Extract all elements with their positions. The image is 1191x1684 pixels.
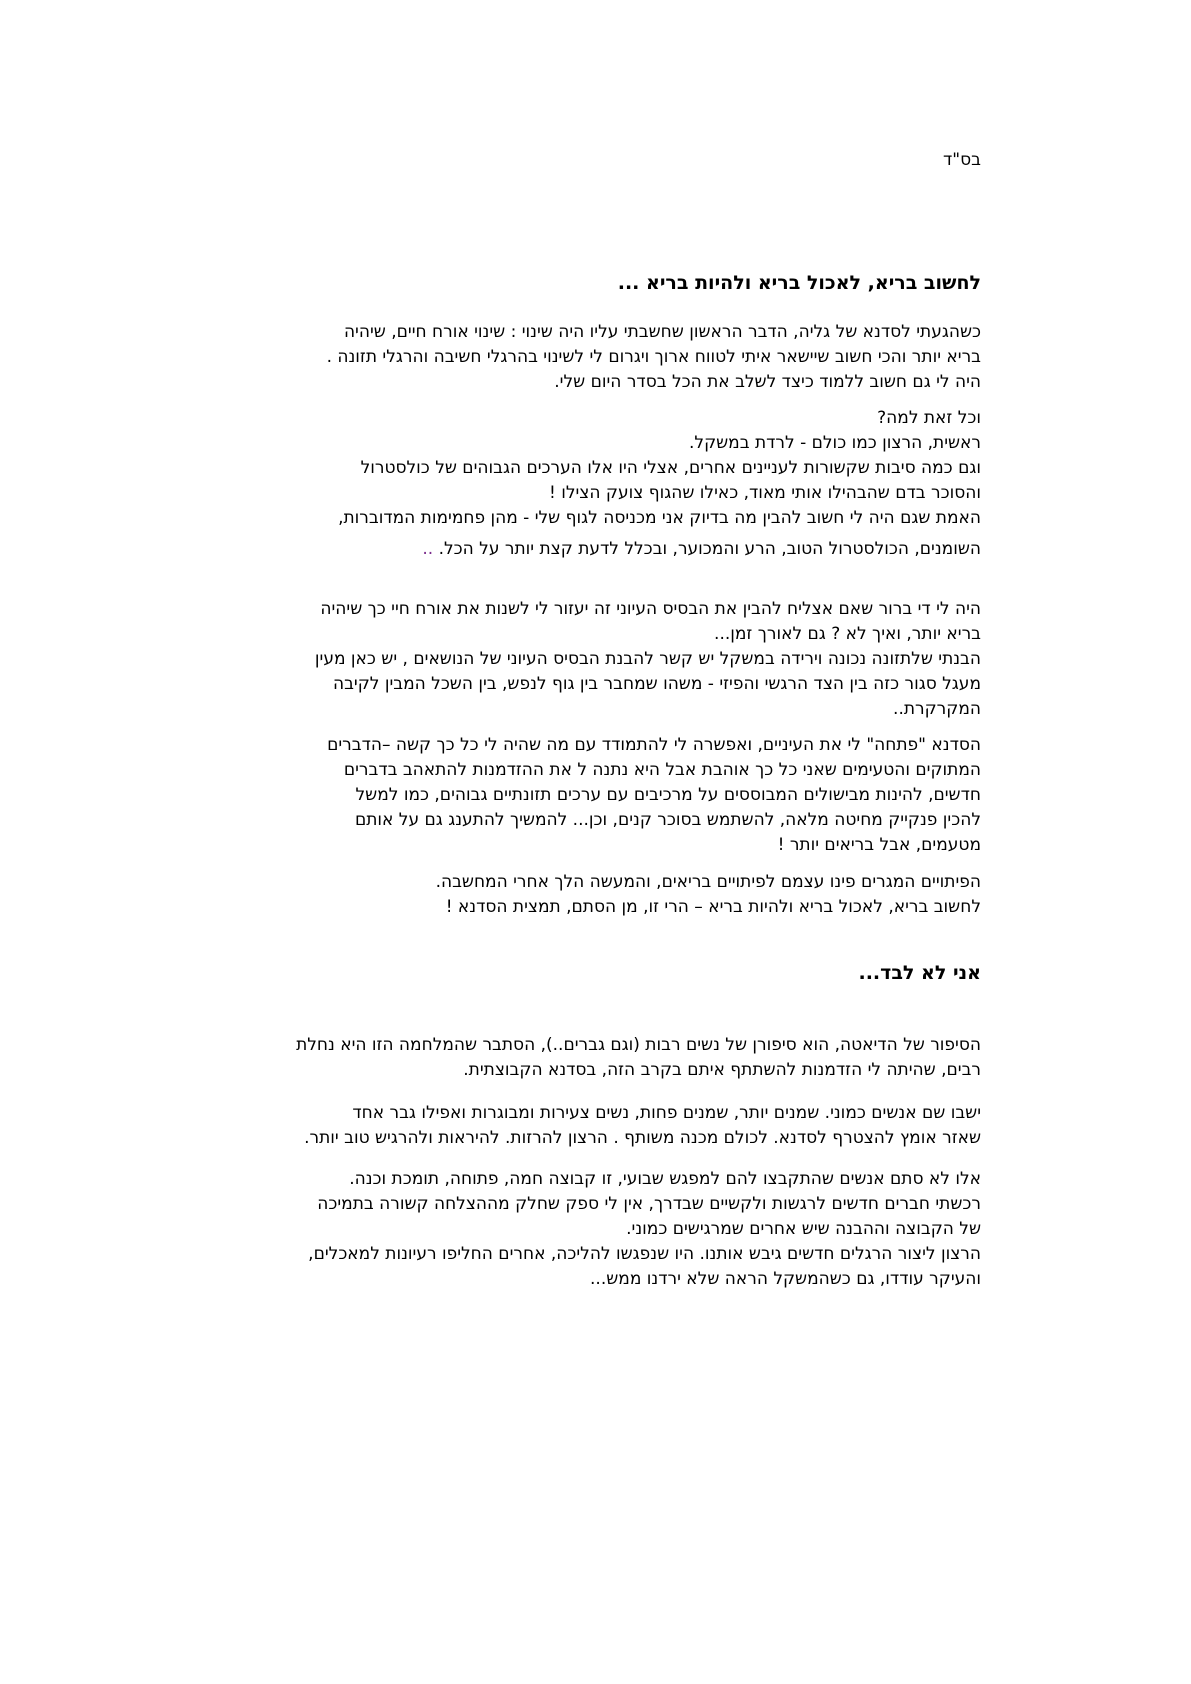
text-line: אלו לא סתם אנשים שהתקבצו להם למפגש שבועי, זו קבוצה חמה, פתוחה, תומכת וכנה.: [349, 1169, 981, 1189]
text-line: המתוקים והטעימים שאני כל כך אוהבת אבל היא נתנה ל את ההזדמנות להתאהב בדברים: [343, 760, 981, 780]
text-line: [201, 537, 981, 562]
text-line: רבים, שהיתה לי הזדמנות להשתתף איתם בקרב הזה, בסדנא הקבוצתית.: [463, 1060, 981, 1080]
text-line: האמת שגם היה לי חשוב להבין מה בדיוק אני מכניסה לגוף שלי - מהן פחמימות המדוברות,: [338, 508, 981, 528]
text-line: והעיקר עודדו, גם כשהמשקל הראה שלא ירדנו ממש...: [590, 1269, 981, 1289]
text-line: הרצון ליצור הרגלים חדשים גיבש אותנו. היו שנפגשו להליכה, אחרים החליפו רעיונות למאכלים,: [308, 1244, 981, 1264]
text-line: וגם כמה סיבות שקשורות לעניינים אחרים, אצלי היו אלו הערכים הגבוהים של כולסטרול: [360, 458, 981, 478]
text-line: היה לי די ברור שאם אצליח להבין את הבסיס העיוני זה יעזור לי לשנות את אורח חיי כך שיהיה: [320, 599, 981, 619]
text-line: הסדנא "פתחה" לי את העיניים, ואפשרה לי להתמודד עם מה שהיה לי כל כך קשה –הדברים: [327, 735, 981, 755]
text-line: מעגל סגור כזה בין הצד הרגשי והפיזי - משהו שמחבר בין גוף לנפש, בין השכל המבין לקיבה: [332, 674, 981, 694]
section1-paragraph-2: [201, 406, 981, 562]
text-line: הבנתי שלתזונה נכונה וירידה במשקל יש קשר להבנת הבסיס העיוני של הנושאים , יש כאן מעין: [314, 649, 981, 669]
text-line: ישבו שם אנשים כמוני. שמנים יותר, שמנים פחות, נשים צעירות ומבוגרות ואפילו גבר אחד: [352, 1103, 981, 1123]
text-line: המקרקרת..: [893, 699, 981, 719]
section2-paragraph-3: [201, 1167, 981, 1292]
text-line: ראשית, הרצון כמו כולם - לרדת במשקל.: [689, 433, 981, 453]
text-line: מטעמים, אבל בריאים יותר !: [777, 835, 981, 855]
text-line: וכל זאת למה?: [877, 408, 981, 428]
section1-paragraph-3: [201, 597, 981, 722]
purple-dots: ..: [422, 539, 434, 559]
text-line: שאזר אומץ להצטרף לסדנא. לכולם מכנה משותף . הרצון להרזות. להיראות ולהרגיש טוב יותר.: [304, 1128, 981, 1148]
text-line: כשהגעתי לסדנא של גליה, הדבר הראשון שחשבתי עליו היה שינוי : שינוי אורח חיים, שיהיה: [343, 322, 981, 342]
text-line: הסיפור של הדיאטה, הוא סיפורן של נשים רבות (וגם גברים..), הסתבר שהמלחמה הזו היא נחלת: [296, 1035, 981, 1055]
section1-paragraph-4: [201, 733, 981, 858]
text-line: בריא יותר, ואיך לא ? גם לאורך זמן...: [714, 624, 981, 644]
text-line: רכשתי חברים חדשים לרגשות ולקשיים שבדרך, אין לי ספק שחלק מההצלחה קשורה בתמיכה: [317, 1194, 981, 1214]
text-span: השומנים, הכולסטרול הטוב, הרע והמכוער, ובכלל לדעת קצת יותר על הכל.: [438, 539, 981, 559]
text-line: להכין פנקייק מחיטה מלאה, להשתמש בסוכר קנים, וכן... להמשיך להתענג גם על אותם: [354, 810, 981, 830]
text-line: והסוכר בדם שהבהילו אותי מאוד, כאילו שהגוף צועק הצילו !: [548, 483, 981, 503]
text-line: בריא יותר והכי חשוב שיישאר איתי לטווח ארוך ויגרום לי לשינוי בהרגלי חשיבה והרגלי תזונה .: [326, 347, 981, 367]
section1-title: לחשוב בריא, לאכול בריא ולהיות בריא ...: [617, 272, 981, 294]
text-line: של הקבוצה וההבנה שיש אחרים שמרגישים כמוני.: [626, 1219, 981, 1239]
text-line: לחשוב בריא, לאכול בריא ולהיות בריא – הרי זו, מן הסתם, תמצית הסדנא !: [445, 897, 981, 917]
section1-paragraph-5: [201, 870, 981, 920]
text-line: חדשים, להינות מבישולים המבוססים על מרכיבים עם ערכים תזונתיים גבוהים, כמו למשל: [355, 785, 981, 805]
section2-title: אני לא לבד...: [858, 962, 981, 984]
text-line: היה לי גם חשוב ללמוד כיצד לשלב את הכל בסדר היום שלי.: [554, 372, 981, 392]
header-mark: בס"ד: [943, 150, 981, 170]
section2-paragraph-2: [201, 1101, 981, 1151]
text-line: הפיתויים המגרים פינו עצמם לפיתויים בריאים, והמעשה הלך אחרי המחשבה.: [435, 872, 981, 892]
section1-paragraph-1: [201, 320, 981, 395]
section2-paragraph-1: [201, 1033, 981, 1083]
